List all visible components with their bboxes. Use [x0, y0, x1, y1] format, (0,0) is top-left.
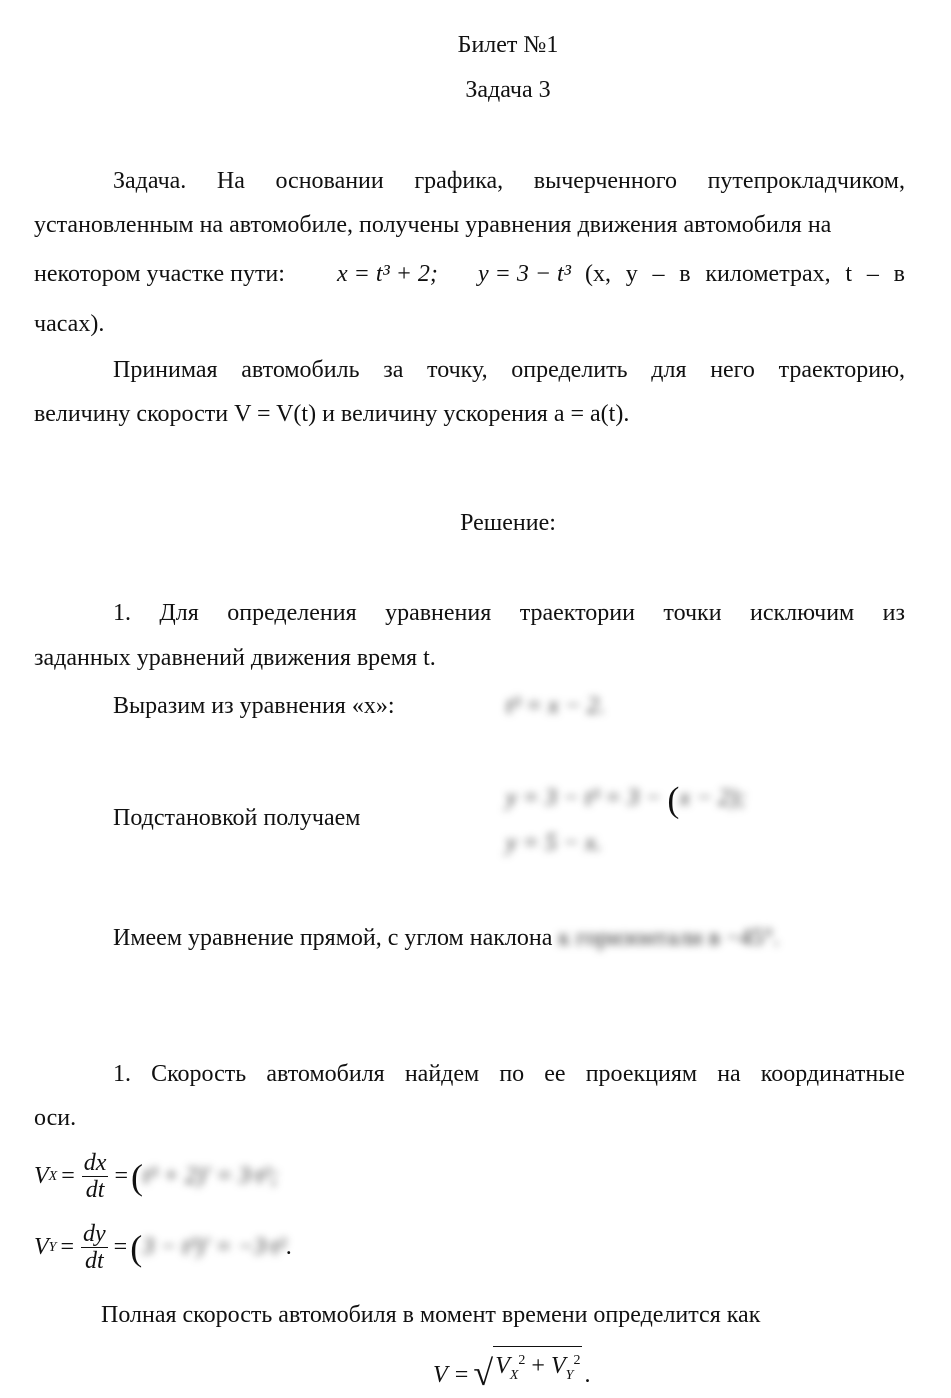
equation-y	[478, 262, 571, 286]
word: определить	[511, 357, 628, 383]
step1-line-1	[113, 601, 905, 625]
vy-numerator: dy	[83, 1221, 106, 1247]
problem-line-2: установленным на автомобиле, получены уравнения движения автомобиля на	[34, 212, 832, 238]
substitution-formula-1	[506, 779, 747, 820]
vx-term-subscript: X	[509, 1367, 519, 1383]
plus-sign: +	[531, 1353, 545, 1379]
vy-symbol: V	[34, 1234, 49, 1260]
problem-line-5	[113, 358, 905, 382]
vy-formula	[34, 1221, 292, 1274]
problem-line-3-end	[585, 262, 905, 286]
line-equation-visible: Имеем уравнение прямой, с углом наклона	[113, 925, 553, 951]
full-speed-formula	[433, 1346, 591, 1393]
word: –	[866, 261, 879, 287]
word: проекциям	[585, 1061, 698, 1087]
solution-title: Решение:	[460, 510, 556, 536]
word: вычерченного	[533, 168, 677, 194]
equation-x-text: x = t³ + 2;	[337, 261, 438, 287]
word: на	[717, 1061, 741, 1087]
problem-line-3-start: некотором участке пути:	[34, 261, 285, 287]
sqrt-icon: √	[473, 1352, 494, 1393]
word: координатные	[760, 1061, 905, 1087]
formula-part: = 3 − t³ = 3 −	[522, 785, 662, 811]
vx-numerator: dx	[83, 1150, 107, 1176]
vy-subscript: Y	[48, 1239, 57, 1255]
vy-term: V	[550, 1353, 566, 1379]
problem-line-6: величину скорости V = V(t) и величину ускорения a = a(t).	[34, 401, 630, 427]
line-equation-text	[113, 926, 779, 950]
word: точку,	[427, 357, 488, 383]
substitution-label: Подстановкой получаем	[113, 805, 361, 831]
ticket-title: Билет №1	[457, 32, 559, 58]
vy-term-subscript: Y	[565, 1367, 574, 1383]
word: точки	[663, 600, 722, 626]
vx-symbol: V	[34, 1163, 49, 1189]
word: t	[845, 261, 853, 287]
equals-sign: =	[61, 1163, 75, 1189]
period: .	[584, 1361, 591, 1388]
equals-sign: =	[114, 1163, 128, 1189]
word: определения	[227, 600, 357, 626]
formula-part: x − 2);	[679, 785, 747, 811]
word: Для	[159, 600, 199, 626]
word: ее	[544, 1061, 566, 1087]
problem-line-1	[113, 169, 905, 193]
equals-sign: =	[113, 1234, 128, 1260]
express-formula: t³ = x − 2.	[506, 693, 605, 719]
v-equals: V =	[433, 1361, 470, 1388]
period: .	[285, 1234, 292, 1260]
paren-open: (	[667, 779, 680, 820]
equation-x	[337, 262, 438, 286]
word: в	[893, 261, 905, 287]
step2-line-2: оси.	[34, 1105, 77, 1131]
word: траектории	[519, 600, 635, 626]
word: Принимая	[113, 357, 218, 383]
word: 1.	[113, 1061, 131, 1087]
word: графика,	[414, 168, 504, 194]
word: Задача.	[113, 168, 187, 194]
word: из	[882, 600, 905, 626]
word: –	[652, 261, 665, 287]
vx-formula	[34, 1150, 278, 1203]
word: по	[499, 1061, 525, 1087]
word: y	[625, 261, 638, 287]
equation-y-text: y = 3 − t³	[478, 261, 571, 287]
word: исключим	[749, 600, 855, 626]
word: 1.	[113, 600, 131, 626]
word: найдем	[404, 1061, 480, 1087]
formula-part: y	[506, 785, 517, 811]
vx-fraction	[82, 1150, 109, 1203]
line-equation-blurred: к горизонтали в −45°.	[558, 925, 780, 951]
vx-denominator: dt	[85, 1177, 105, 1203]
step1-line-2: заданных уравнений движения время t.	[34, 645, 436, 671]
vx-result: t³ + 2)′ = 3·t²;	[142, 1163, 279, 1189]
problem-line-4: часах).	[34, 311, 105, 337]
full-speed-text: Полная скорость автомобиля в момент времени определится как	[101, 1302, 761, 1328]
word: него	[710, 357, 755, 383]
vx-term: V	[495, 1353, 510, 1379]
sqrt	[473, 1346, 582, 1393]
square-exponent: 2	[573, 1353, 581, 1368]
word: путепрокладчиком,	[707, 168, 905, 194]
word: (x,	[585, 261, 611, 287]
vy-denominator: dt	[85, 1248, 104, 1274]
equals-sign: =	[60, 1234, 75, 1260]
vy-result: 3 − t³)′ = −3·t²	[142, 1234, 286, 1260]
word: уравнения	[385, 600, 492, 626]
express-label: Выразим из уравнения «x»:	[113, 693, 395, 719]
paren-open: (	[130, 1156, 143, 1197]
word: для	[651, 357, 687, 383]
word: На	[216, 168, 245, 194]
word: основании	[275, 168, 384, 194]
square-exponent: 2	[518, 1353, 526, 1368]
vy-fraction	[81, 1221, 108, 1274]
word: траекторию,	[778, 357, 905, 383]
vx-subscript: X	[48, 1168, 58, 1184]
word: в	[679, 261, 691, 287]
step2-line-1	[113, 1062, 905, 1086]
word: автомобиль	[241, 357, 360, 383]
word: километрах,	[705, 261, 831, 287]
sqrt-radicand	[493, 1346, 582, 1390]
substitution-formula-2: y = 5 − x.	[506, 830, 602, 856]
word: Скорость	[151, 1061, 247, 1087]
task-title: Задача 3	[465, 77, 551, 103]
paren-open: (	[130, 1227, 143, 1268]
word: за	[383, 357, 404, 383]
word: автомобиля	[266, 1061, 385, 1087]
